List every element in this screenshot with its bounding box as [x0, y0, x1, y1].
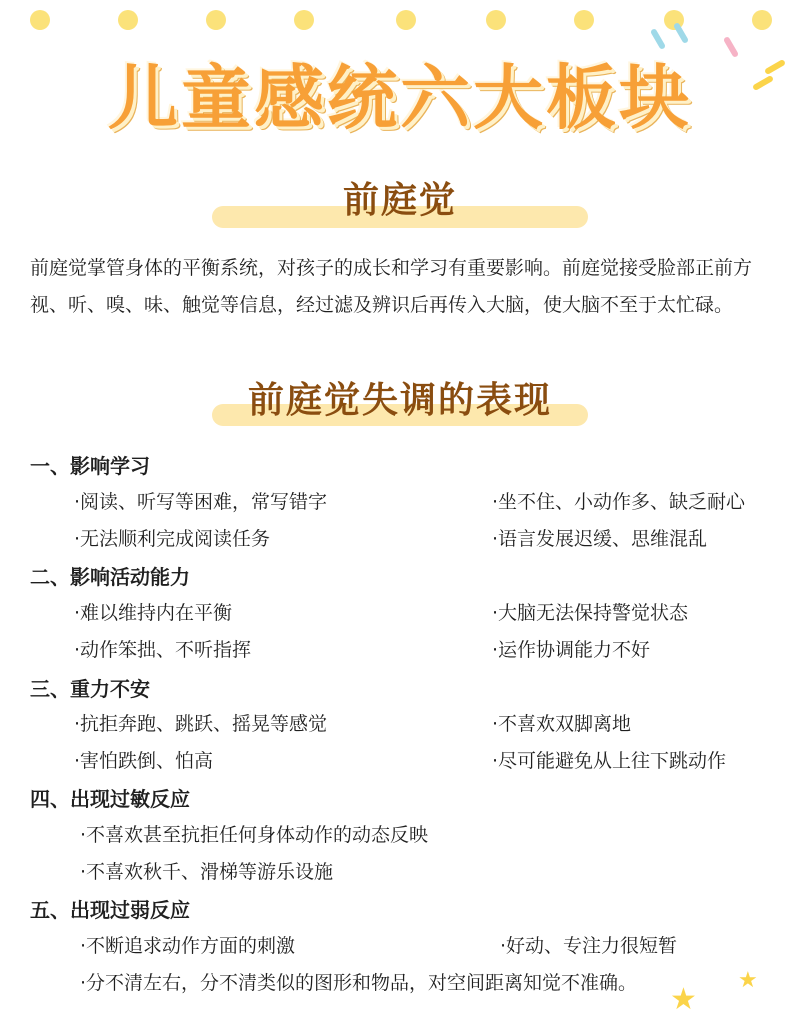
- bullet-item: ·无法顺利完成阅读任务: [74, 528, 271, 550]
- section-heading-wrap: [0, 172, 800, 223]
- bullet-item: ·不断追求动作方面的刺激: [80, 935, 296, 957]
- bullet-item: ·害怕跌倒、怕高: [74, 750, 214, 772]
- section-heading-dysfunction: 前庭觉失调的表现: [247, 380, 552, 421]
- bullet-item: ·难以维持内在平衡: [74, 602, 233, 624]
- bullet-item: ·大脑无法保持警觉状态: [492, 602, 689, 624]
- dot-decoration: [30, 10, 50, 30]
- dot-decoration: [574, 10, 594, 30]
- bullet-item: ·动作笨拙、不听指挥: [74, 639, 252, 661]
- bullet-item: ·阅读、听写等困难，常写错字: [74, 491, 328, 513]
- bullet-item: ·好动、专注力很短暂: [500, 935, 678, 957]
- group-title: 四、出现过敏反应: [30, 787, 190, 811]
- dot-decoration: [294, 10, 314, 30]
- bullet-item: ·不喜欢甚至抗拒任何身体动作的动态反映: [80, 824, 429, 846]
- bullet-item: ·抗拒奔跑、跳跃、摇晃等感觉: [74, 713, 328, 735]
- dot-decoration: [486, 10, 506, 30]
- bullet-item: ·坐不住、小动作多、缺乏耐心: [492, 491, 746, 513]
- bullet-item: ·语言发展迟缓、思维混乱: [492, 528, 708, 550]
- section-heading-vestibular: 前庭觉: [342, 180, 457, 221]
- dot-decoration: [206, 10, 226, 30]
- star-icon: ★: [670, 982, 697, 1017]
- bullet-item: ·不喜欢秋千、滑梯等游乐设施: [80, 861, 334, 883]
- group-title: 三、重力不安: [30, 677, 150, 701]
- bullet-item: ·运作协调能力不好: [492, 639, 651, 661]
- group-title: 二、影响活动能力: [30, 565, 190, 589]
- bullet-item: ·尽可能避免从上往下跳动作: [492, 750, 727, 772]
- section-heading-wrap: [0, 372, 800, 423]
- page-title: 儿童感统六大板块: [108, 57, 692, 139]
- bullet-item: ·不喜欢双脚离地: [492, 713, 632, 735]
- star-icon: ★: [738, 968, 758, 993]
- intro-paragraph: 前庭觉掌管身体的平衡系统，对孩子的成长和学习有重要影响。前庭觉接受脸部正前方视、听、嗅、味、触觉等信息，经过滤及辨识后再传入大脑，使大脑不至于太忙碌。: [30, 257, 753, 316]
- dot-decoration: [118, 10, 138, 30]
- group-title: 一、影响学习: [30, 454, 150, 478]
- group-title: 五、出现过弱反应: [30, 898, 190, 922]
- dot-decoration: [396, 10, 416, 30]
- dot-decoration: [752, 10, 772, 30]
- bullet-item: ·分不清左右，分不清类似的图形和物品，对空间距离知觉不准确。: [80, 972, 638, 994]
